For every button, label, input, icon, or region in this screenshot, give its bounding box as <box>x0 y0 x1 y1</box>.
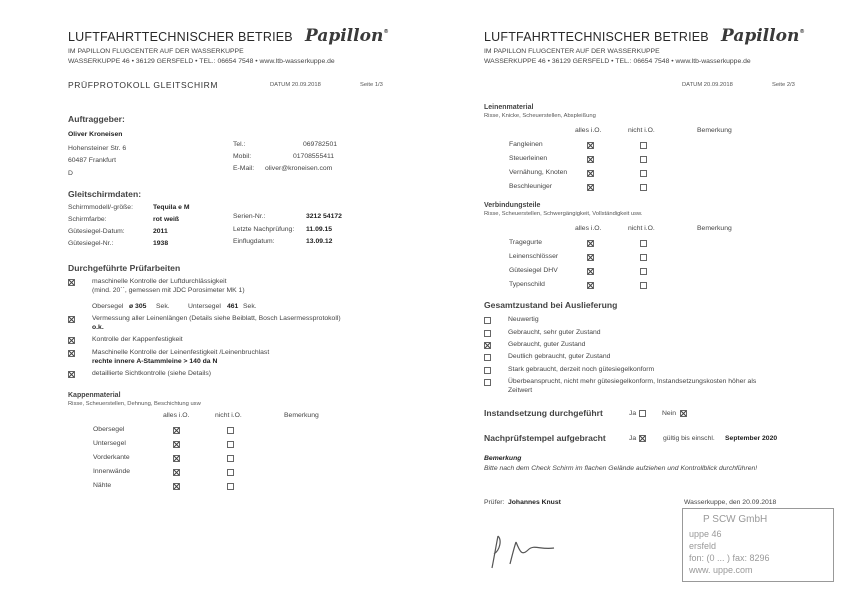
kappen-row-label: Innenwände <box>93 468 131 475</box>
page-number: Seite 1/3 <box>360 82 383 88</box>
instand-ja-label: Ja <box>629 410 637 417</box>
gesamt-option: Deutlich gebraucht, guter Zustand <box>508 353 611 360</box>
glider-heading: Gleitschirmdaten: <box>68 189 142 199</box>
tel-value: 069782501 <box>303 141 338 148</box>
gesamt-option: Gebraucht, sehr guter Zustand <box>508 329 601 336</box>
stempel-valid-label: gültig bis einschl. <box>663 435 715 442</box>
works-item-5: detaillierte Sichtkontrolle (siehe Details) <box>92 370 211 377</box>
mobil-value: 01708555411 <box>293 153 335 160</box>
verbindung-row-label: Gütesiegel DHV <box>509 267 558 274</box>
kappen-row-not-ok-check[interactable] <box>227 427 234 434</box>
stempel-heading: Nachprüfstempel aufgebracht <box>484 433 606 443</box>
tel-label: Tel.: <box>233 141 246 148</box>
verbindung-row-label: Typenschild <box>509 281 545 288</box>
gesamt-option: Gebraucht, guter Zustand <box>508 341 586 348</box>
kappen-col-not-ok: nicht i.O. <box>215 412 242 419</box>
obersegel-value: ø 305 <box>129 303 147 310</box>
verbindung-row-ok-check[interactable] <box>587 240 594 247</box>
leinen-col-not-ok: nicht i.O. <box>628 127 655 134</box>
works-heading: Durchgeführte Prüfarbeiten <box>68 263 181 273</box>
document-date: DATUM 20.09.2018 <box>270 82 321 88</box>
color-value: rot weiß <box>153 216 180 223</box>
bemerkung-heading: Bemerkung <box>484 455 522 462</box>
stempel-ja-check[interactable] <box>639 435 646 442</box>
model-value: Tequila e M <box>153 204 190 211</box>
works-item-3: Kontrolle der Kappenfestigkeit <box>92 336 183 343</box>
kappen-row-label: Nähte <box>93 482 112 489</box>
leinen-row-not-ok-check[interactable] <box>640 142 647 149</box>
serial-label: Serien-Nr.: <box>233 213 266 220</box>
stamp-line: www. uppe.com <box>689 565 753 575</box>
company-address-2: WASSERKUPPE 46 • 36129 GERSFELD • TEL.: 06654 7548 • www.ltb-wasserkuppe.de <box>68 58 335 65</box>
leinen-row-not-ok-check[interactable] <box>640 156 647 163</box>
gesamt-option-continued: Zeitwert <box>508 387 533 394</box>
leinen-row-ok-check[interactable] <box>587 170 594 177</box>
leinen-row-label: Beschleuniger <box>509 183 553 190</box>
verbindung-col-ok: alles i.O. <box>575 225 602 232</box>
seal-nr-value: 1938 <box>153 240 169 247</box>
works-item-4-result: rechte innere A-Stammleine > 140 da N <box>92 358 218 365</box>
gesamt-check[interactable] <box>484 379 491 386</box>
client-name: Oliver Kroneisen <box>68 131 123 138</box>
gesamt-option: Stark gebraucht, derzeit noch gütesiegelkonform <box>508 366 655 373</box>
kappen-row-not-ok-check[interactable] <box>227 455 234 462</box>
signature <box>482 518 582 578</box>
kappen-row-label: Vorderkante <box>93 454 130 461</box>
verbindung-row-ok-check[interactable] <box>587 282 594 289</box>
fly-date-value: 13.09.12 <box>306 238 333 245</box>
verbindung-row-label: Tragegurte <box>509 239 542 246</box>
instand-nein-label: Nein <box>662 410 676 417</box>
company-address-2: WASSERKUPPE 46 • 36129 GERSFELD • TEL.: 06654 7548 • www.ltb-wasserkuppe.de <box>484 58 751 65</box>
kappen-row-ok-check[interactable] <box>173 483 180 490</box>
last-check-label: Letzte Nachprüfung: <box>233 226 295 233</box>
leinen-row-label: Fangleinen <box>509 141 543 148</box>
leinen-heading: Leinenmaterial <box>484 104 534 111</box>
leinen-row-ok-check[interactable] <box>587 142 594 149</box>
stempel-valid-date: September 2020 <box>725 435 778 442</box>
last-check-value: 11.09.15 <box>306 226 333 233</box>
works-item-2-result: o.k. <box>92 324 104 331</box>
seal-date-label: Gütesiegel-Datum: <box>68 228 125 235</box>
instand-heading: Instandsetzung durchgeführt <box>484 408 603 418</box>
page-number: Seite 2/3 <box>772 82 795 88</box>
verbindung-row-ok-check[interactable] <box>587 254 594 261</box>
gesamt-check[interactable] <box>484 367 491 374</box>
kappen-col-ok: alles i.O. <box>163 412 190 419</box>
verbindung-row-ok-check[interactable] <box>587 268 594 275</box>
works-check-5[interactable] <box>68 371 75 378</box>
papillon-logo: Papillon® <box>721 26 805 46</box>
verbindung-row-not-ok-check[interactable] <box>640 268 647 275</box>
leinen-row-ok-check[interactable] <box>587 156 594 163</box>
document-date: DATUM 20.09.2018 <box>682 82 733 88</box>
instand-nein-check[interactable] <box>680 410 687 417</box>
gesamt-option: Neuwertig <box>508 316 539 323</box>
kappen-row-label: Obersegel <box>93 426 125 433</box>
leinen-row-not-ok-check[interactable] <box>640 170 647 177</box>
pruefer-name: Johannes Knust <box>508 499 561 506</box>
company-address-1: IM PAPILLON FLUGCENTER AUF DER WASSERKUPPE <box>484 48 660 55</box>
leinen-subheading: Risse, Knicke, Scheuerstellen, Abspleißung <box>484 113 596 119</box>
client-heading: Auftraggeber: <box>68 114 125 124</box>
seal-nr-label: Gütesiegel-Nr.: <box>68 240 114 247</box>
kappen-subheading: Risse, Scheuerstellen, Dehnung, Beschichtung usw <box>68 401 201 407</box>
leinen-col-ok: alles i.O. <box>575 127 602 134</box>
verbindung-subheading: Risse, Scheuerstellen, Schwergängigkeit, Vollständigkeit usw. <box>484 211 643 217</box>
works-item-1-detail: (mind. 20´´, gemessen mit JDC Porosimeter MK 1) <box>92 287 245 294</box>
kappen-row-label: Untersegel <box>93 440 126 447</box>
pruefer-label: Prüfer: <box>484 499 505 506</box>
kappen-heading: Kappenmaterial <box>68 392 121 399</box>
verbindung-row-not-ok-check[interactable] <box>640 240 647 247</box>
untersegel-unit: Sek. <box>243 303 257 310</box>
client-country: D <box>68 170 73 177</box>
stempel-ja-label: Ja <box>629 435 637 442</box>
stamp-line: P SCW GmbH <box>703 514 768 525</box>
verbindung-row-label: Leinenschlösser <box>509 253 559 260</box>
email-label: E-Mail: <box>233 165 255 172</box>
obersegel-unit: Sek. <box>156 303 170 310</box>
verbindung-col-not-ok: nicht i.O. <box>628 225 655 232</box>
works-item-1: maschinelle Kontrolle der Luftdurchlässigkeit <box>92 278 227 285</box>
gesamt-check[interactable] <box>484 354 491 361</box>
works-check-4[interactable] <box>68 350 75 357</box>
fly-date-label: Einflugdatum: <box>233 238 275 245</box>
kappen-row-not-ok-check[interactable] <box>227 469 234 476</box>
seal-date-value: 2011 <box>153 228 168 235</box>
model-label: Schirmmodell/-größe: <box>68 204 133 211</box>
gesamt-option: Überbeansprucht, nicht mehr gütesiegelkonform, Instandsetzungskosten höher als <box>508 378 757 385</box>
stamp-line: ersfeld <box>689 541 717 551</box>
works-check-2[interactable] <box>68 316 75 323</box>
leinen-row-not-ok-check[interactable] <box>640 184 647 191</box>
kappen-row-not-ok-check[interactable] <box>227 483 234 490</box>
verbindung-heading: Verbindungsteile <box>484 202 541 209</box>
bemerkung-text: Bitte nach dem Check Schirm im flachen Gelände aufziehen und Kontrollblick durchführen! <box>484 465 758 472</box>
company-name: LUFTFAHRTTECHNISCHER BETRIEB <box>68 30 293 44</box>
verbindung-row-not-ok-check[interactable] <box>640 254 647 261</box>
kappen-row-ok-check[interactable] <box>173 441 180 448</box>
mobil-label: Mobil: <box>233 153 252 160</box>
untersegel-label: Untersegel <box>188 303 221 310</box>
works-check-1[interactable] <box>68 279 75 286</box>
client-city: 60487 Frankfurt <box>68 157 116 164</box>
email-value: oliver@kroneisen.com <box>265 165 333 172</box>
gesamt-check[interactable] <box>484 330 491 337</box>
leinen-row-label: Steuerleinen <box>509 155 548 162</box>
client-street: Hohensteiner Str. 6 <box>68 145 127 152</box>
kappen-col-remark: Bemerkung <box>284 412 319 419</box>
works-check-3[interactable] <box>68 337 75 344</box>
obersegel-label: Obersegel <box>92 303 124 310</box>
kappen-row-not-ok-check[interactable] <box>227 441 234 448</box>
works-item-2: Vermessung aller Leinenlängen (Details siehe Beiblatt, Bosch Lasermessprotokoll) <box>92 315 341 322</box>
gesamt-check[interactable] <box>484 317 491 324</box>
kappen-row-ok-check[interactable] <box>173 469 180 476</box>
place-date: Wasserkuppe, den 20.09.2018 <box>684 499 777 506</box>
verbindung-row-not-ok-check[interactable] <box>640 282 647 289</box>
stamp-line: uppe 46 <box>689 529 722 539</box>
gesamt-heading: Gesamtzustand bei Auslieferung <box>484 300 618 310</box>
gesamt-check[interactable] <box>484 342 491 349</box>
works-item-4: Maschinelle Kontrolle der Leinenfestigkeit /Leinenbruchlast <box>92 349 270 356</box>
company-stamp <box>682 508 834 582</box>
serial-value: 3212 54172 <box>306 213 342 220</box>
kappen-row-ok-check[interactable] <box>173 427 180 434</box>
papillon-logo: Papillon® <box>305 26 389 46</box>
leinen-row-ok-check[interactable] <box>587 184 594 191</box>
kappen-row-ok-check[interactable] <box>173 455 180 462</box>
company-address-1: IM PAPILLON FLUGCENTER AUF DER WASSERKUPPE <box>68 48 244 55</box>
stamp-line: fon: (0 ... ) fax: 8296 <box>689 553 770 563</box>
company-name: LUFTFAHRTTECHNISCHER BETRIEB <box>484 30 709 44</box>
leinen-col-remark: Bemerkung <box>697 127 732 134</box>
leinen-row-label: Vernähung, Knoten <box>509 169 568 176</box>
color-label: Schirmfarbe: <box>68 216 107 223</box>
instand-ja-check[interactable] <box>639 410 646 417</box>
document-title: PRÜFPROTOKOLL GLEITSCHIRM <box>68 80 219 90</box>
untersegel-value: 461 <box>227 303 239 310</box>
verbindung-col-remark: Bemerkung <box>697 225 732 232</box>
